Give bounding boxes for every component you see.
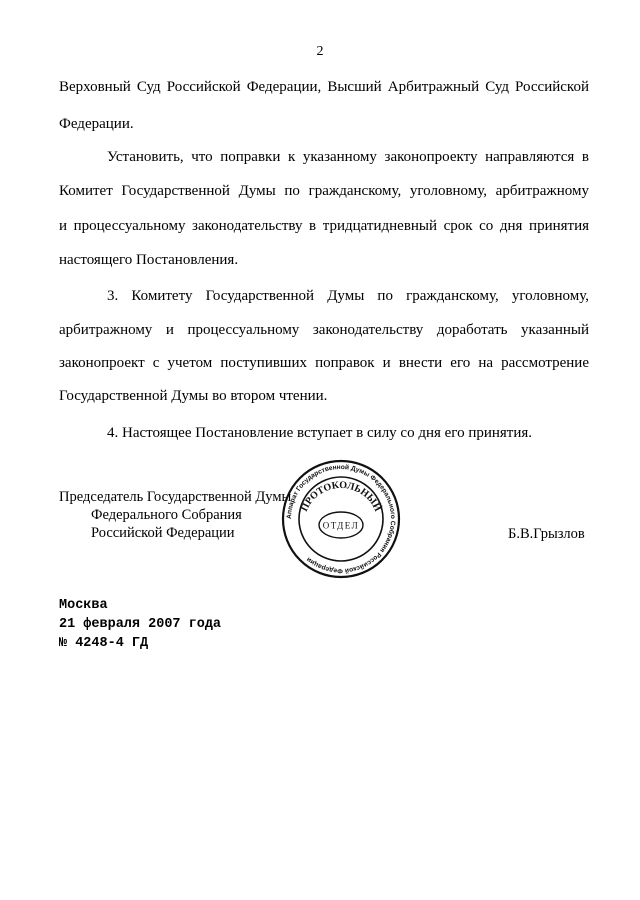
document-city: Москва (59, 598, 108, 613)
stamp-outer-text: Аппарат Государственной Думы Федерального Собрания Российской Федерации (285, 463, 397, 575)
paragraph-2-line-1: Установить, что поправки к указанному законопроекту направляются в (107, 149, 589, 165)
paragraph-3-line-2: арбитражному и процессуальному законодательству доработать указанный (59, 322, 589, 338)
paragraph-1-line-1: Верховный Суд Российской Федерации, Высший Арбитражный Суд Российской (59, 79, 589, 95)
stamp-center-text: ОТДЕЛ (322, 520, 360, 531)
stamp-outer-ring (283, 461, 399, 577)
stamp-middle-text: ПРОТОКОЛЬНЫЙ (298, 479, 384, 514)
signature-title-line-2: Федерального Собрания (91, 507, 242, 523)
paragraph-1-line-2: Федерации. (59, 116, 134, 132)
round-stamp (281, 459, 401, 579)
signature-title-line-3: Российской Федерации (91, 525, 235, 541)
paragraph-3-line-1: 3. Комитету Государственной Думы по гражданскому, уголовному, (107, 288, 589, 304)
paragraph-3-line-3: законопроект с учетом поступивших поправок и внести его на рассмотрение (59, 355, 589, 371)
paragraph-2-line-2: Комитет Государственной Думы по гражданскому, уголовному, арбитражному (59, 183, 589, 199)
paragraph-2-line-3: и процессуальному законодательству в тридцатидневный срок со дня принятия (59, 218, 589, 234)
signature-title-line-1: Председатель Государственной Думы (59, 489, 292, 505)
document-number: № 4248-4 ГД (59, 636, 149, 651)
document-date: 21 февраля 2007 года (59, 617, 222, 632)
signatory-name: Б.В.Грызлов (508, 526, 585, 542)
page-number: 2 (316, 44, 324, 59)
paragraph-2-line-4: настоящего Постановления. (59, 252, 239, 268)
paragraph-3-line-4: Государственной Думы во втором чтении. (59, 388, 328, 404)
paragraph-4-line-1: 4. Настоящее Постановление вступает в силу со дня его принятия. (107, 425, 533, 441)
